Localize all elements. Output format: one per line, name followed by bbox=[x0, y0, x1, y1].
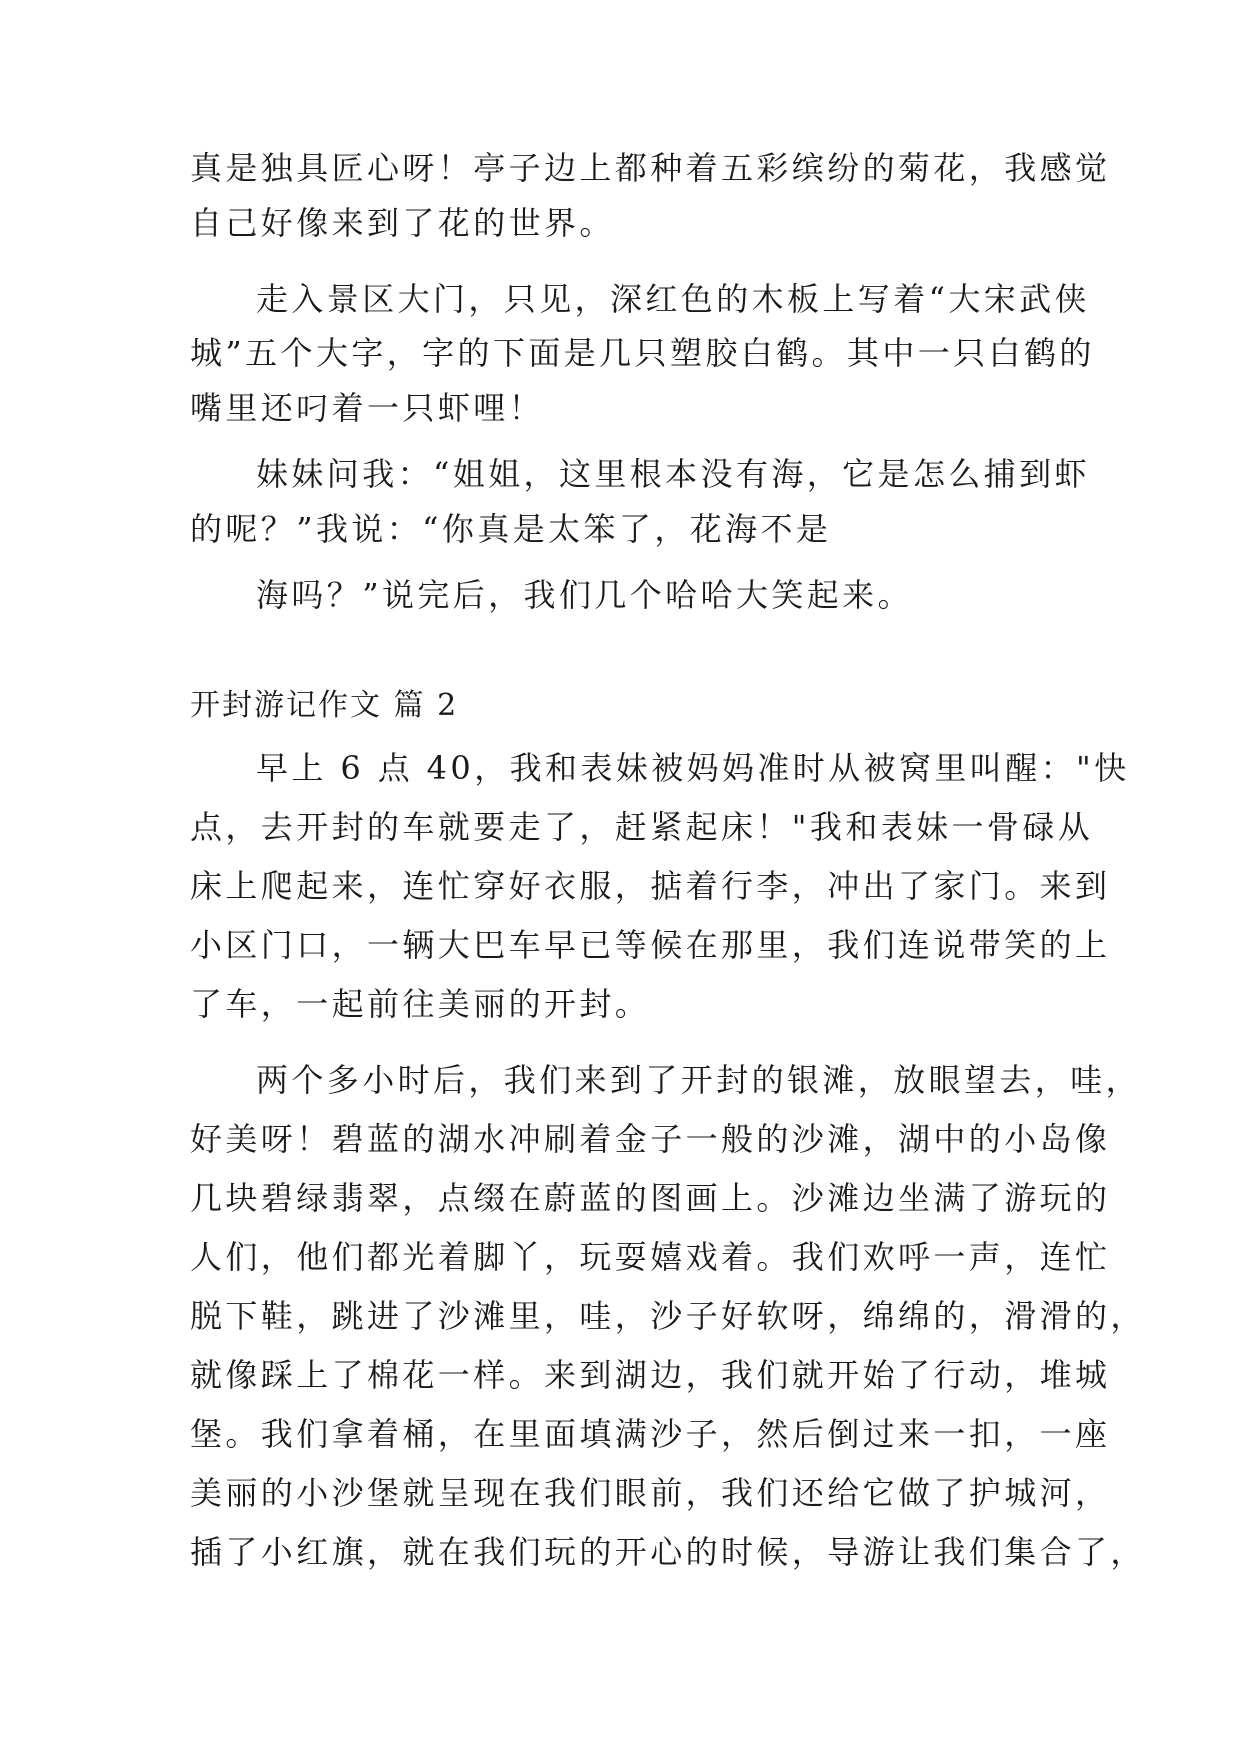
text-line: 美丽的小沙堡就呈现在我们眼前，我们还给它做了护城河， bbox=[190, 1474, 1111, 1512]
text-line: 床上爬起来，连忙穿好衣服，掂着行李，冲出了家门。来到 bbox=[190, 867, 1111, 905]
text-line: 早上 6 点 40，我和表妹被妈妈准时从被窝里叫醒："快 bbox=[256, 749, 1130, 787]
text-line: 真是独具匠心呀！亭子边上都种着五彩缤纷的菊花，我感觉 bbox=[190, 149, 1111, 187]
text-line: 海吗？”说完后，我们几个哈哈大笑起来。 bbox=[256, 576, 913, 614]
text-line: 两个多小时后，我们来到了开封的银滩，放眼望去，哇， bbox=[256, 1061, 1142, 1099]
text-line: 的呢？”我说：“你真是太笨了，花海不是 bbox=[190, 510, 832, 548]
text-line: 人们，他们都光着脚丫，玩耍嬉戏着。我们欢呼一声，连忙 bbox=[190, 1238, 1111, 1276]
text-line: 城”五个大字，字的下面是几只塑胶白鹤。其中一只白鹤的 bbox=[190, 334, 1095, 372]
text-line: 点，去开封的车就要走了，赶紧起床！"我和表妹一骨碌从 bbox=[190, 808, 1094, 846]
text-line: 好美呀！碧蓝的湖水冲刷着金子一般的沙滩，湖中的小岛像 bbox=[190, 1120, 1111, 1158]
text-line: 堡。我们拿着桶，在里面填满沙子，然后倒过来一扣，一座 bbox=[190, 1415, 1111, 1453]
text-line: 脱下鞋，跳进了沙滩里，哇，沙子好软呀，绵绵的，滑滑的， bbox=[190, 1297, 1146, 1335]
text-line: 小区门口，一辆大巴车早已等候在那里，我们连说带笑的上 bbox=[190, 926, 1111, 964]
text-line: 自己好像来到了花的世界。 bbox=[190, 204, 615, 242]
text-line: 了车，一起前往美丽的开封。 bbox=[190, 985, 651, 1023]
section-heading: 开封游记作文 篇 2 bbox=[190, 688, 459, 723]
text-line: 嘴里还叼着一只虾哩！ bbox=[190, 389, 545, 427]
text-line: 妹妹问我：“姐姐，这里根本没有海，它是怎么捕到虾 bbox=[256, 455, 1090, 493]
text-line: 插了小红旗，就在我们玩的开心的时候，导游让我们集合了， bbox=[190, 1533, 1146, 1571]
text-line: 走入景区大门，只见，深红色的木板上写着“大宋武侠 bbox=[256, 280, 1090, 318]
text-line: 几块碧绿翡翠，点缀在蔚蓝的图画上。沙滩边坐满了游玩的 bbox=[190, 1179, 1111, 1217]
text-line: 就像踩上了棉花一样。来到湖边，我们就开始了行动，堆城 bbox=[190, 1356, 1111, 1394]
